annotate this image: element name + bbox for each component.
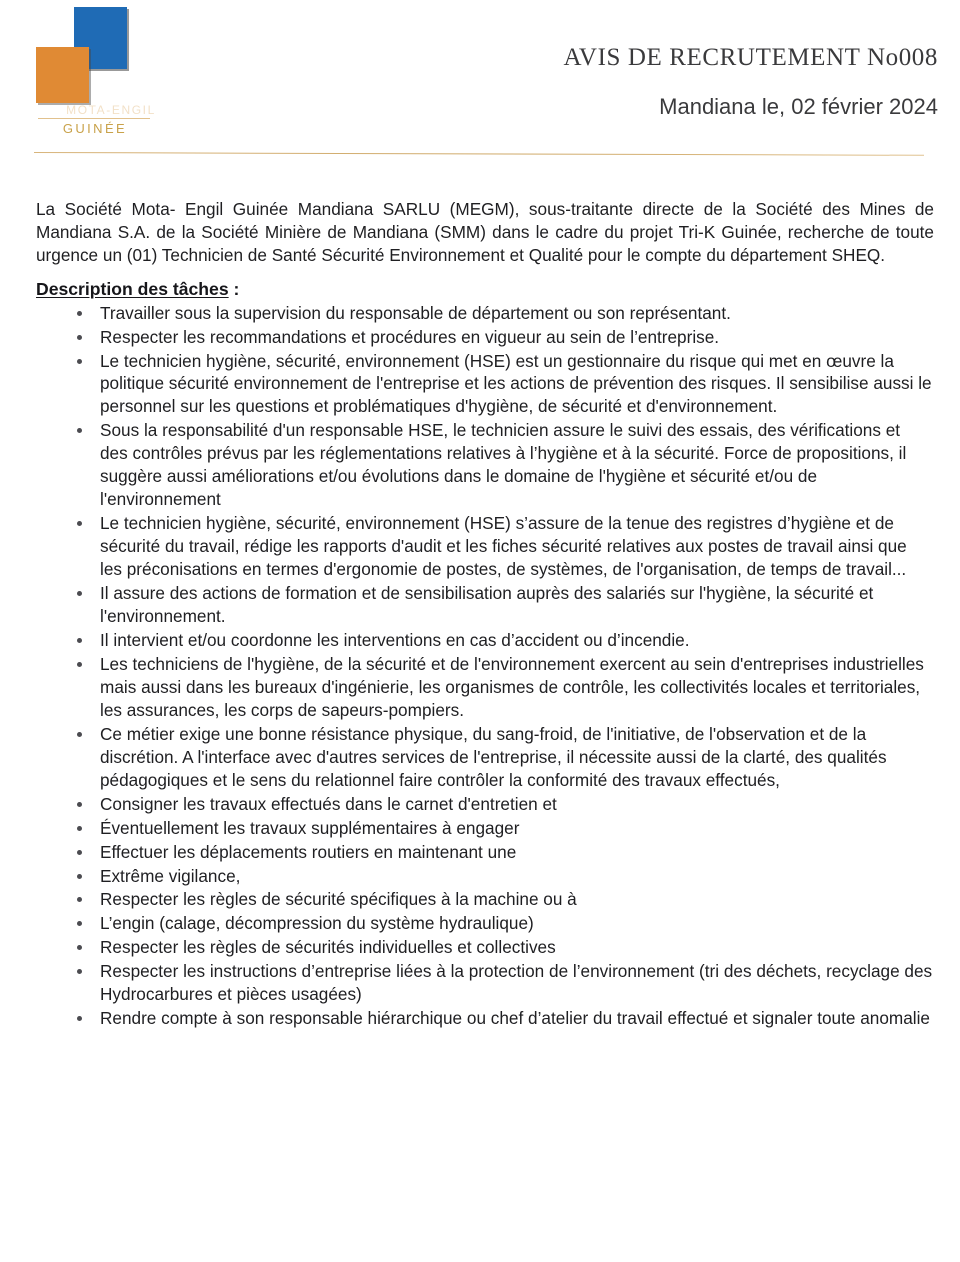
- list-item: Effectuer les déplacements routiers en maintenant une: [36, 841, 934, 864]
- logo-squares: [34, 4, 134, 104]
- logo-orange-square-icon: [36, 47, 89, 103]
- list-item: Respecter les recommandations et procédures en vigueur au sein de l’entreprise.: [36, 326, 934, 349]
- intro-paragraph: La Société Mota- Engil Guinée Mandiana SARLU (MEGM), sous-traitante directe de la Société des Mines de Mandiana S.A. de la Société Minière de Mandiana (SMM) dans le cadre du projet Tri-K Guinée, recherche de toute urgence un (01) Technicien de Santé Sécurité Environnement et Qualité pour le compte du département SHEQ.: [36, 199, 934, 265]
- document-header: [0, 0, 960, 150]
- list-item: Éventuellement les travaux supplémentaires à engager: [36, 817, 934, 840]
- list-item: Respecter les règles de sécurité spécifiques à la machine ou à: [36, 888, 934, 911]
- list-item: Extrême vigilance,: [36, 865, 934, 888]
- list-item: L’engin (calage, décompression du système hydraulique): [36, 912, 934, 935]
- list-item: Les techniciens de l'hygiène, de la sécurité et de l'environnement exercent au sein d'entreprises industrielles mais aussi dans les bureaux d'ingénierie, les organismes de contrôle, les collectivités locales et territoriales, les assurances, les corps de sapeurs-pompiers.: [36, 653, 934, 722]
- list-item: Il intervient et/ou coordonne les interventions en cas d’accident ou d’incendie.: [36, 629, 934, 652]
- list-item: Respecter les règles de sécurités individuelles et collectives: [36, 936, 934, 959]
- company-logo: [34, 4, 214, 144]
- page-title: AVIS DE RECRUTEMENT No008: [563, 44, 938, 71]
- header-right-block: [563, 44, 938, 120]
- list-item: Il assure des actions de formation et de sensibilisation auprès des salariés sur l'hygiène, la sécurité et l'environnement.: [36, 582, 934, 628]
- list-item: Consigner les travaux effectués dans le carnet d'entretien et: [36, 793, 934, 816]
- document-body: [36, 198, 934, 1031]
- list-item: Ce métier exige une bonne résistance physique, du sang-froid, de l'initiative, de l'observation et de la discrétion. A l'interface avec d'autres services de l'entreprise, il nécessite aussi de la clarté, des qualités pédagogiques et le sens du relationnel faire contrôler la conformité des travaux effectués,: [36, 723, 934, 792]
- list-item: Travailler sous la supervision du responsable de département ou son représentant.: [36, 302, 934, 325]
- section-heading-text: Description des tâches: [36, 278, 229, 299]
- place-date-line: Mandiana le, 02 février 2024: [659, 94, 938, 119]
- logo-divider: [38, 118, 150, 119]
- list-item: Sous la responsabilité d'un responsable HSE, le technicien assure le suivi des essais, des vérifications et des contrôles prévus par les réglementations relatives à l’hygiène et à la sécurité. Force de propositions, il suggère aussi améliorations et/ou évolutions dans le domaine de l'hygiène et sécurité et/ou de l'environnement: [36, 419, 934, 511]
- list-item: Rendre compte à son responsable hiérarchique ou chef d’atelier du travail effectué et signaler toute anomalie: [36, 1007, 934, 1030]
- section-heading-colon: :: [228, 278, 240, 299]
- list-item: Respecter les instructions d’entreprise liées à la protection de l’environnement (tri des déchets, recyclage des Hydrocarbures et pièces usagées): [36, 960, 934, 1006]
- tasks-list: [36, 302, 934, 1031]
- list-item: Le technicien hygiène, sécurité, environnement (HSE) est un gestionnaire du risque qui met en œuvre la politique sécurité environnement de l'entreprise et les actions de prévention des risques. Il sensibilise aussi le personnel sur les questions et problématiques d'hygiène, de sécurité et d'environnement.: [36, 350, 934, 419]
- logo-country-label: GUINÉE: [62, 121, 128, 136]
- section-heading: [36, 279, 934, 300]
- list-item: Le technicien hygiène, sécurité, environnement (HSE) s’assure de la tenue des registres d’hygiène et de sécurité du travail, rédige les rapports d'audit et les fiches sécurité relatives aux postes de travail ainsi que les préconisations en termes d'ergonomie de postes, de systèmes, de l'organisation, de temps de travail...: [36, 512, 934, 581]
- cut-off-text-line: [110, 1228, 750, 1254]
- header-divider: [34, 152, 924, 156]
- logo-wordmark: MOTA-ENGIL: [66, 103, 156, 117]
